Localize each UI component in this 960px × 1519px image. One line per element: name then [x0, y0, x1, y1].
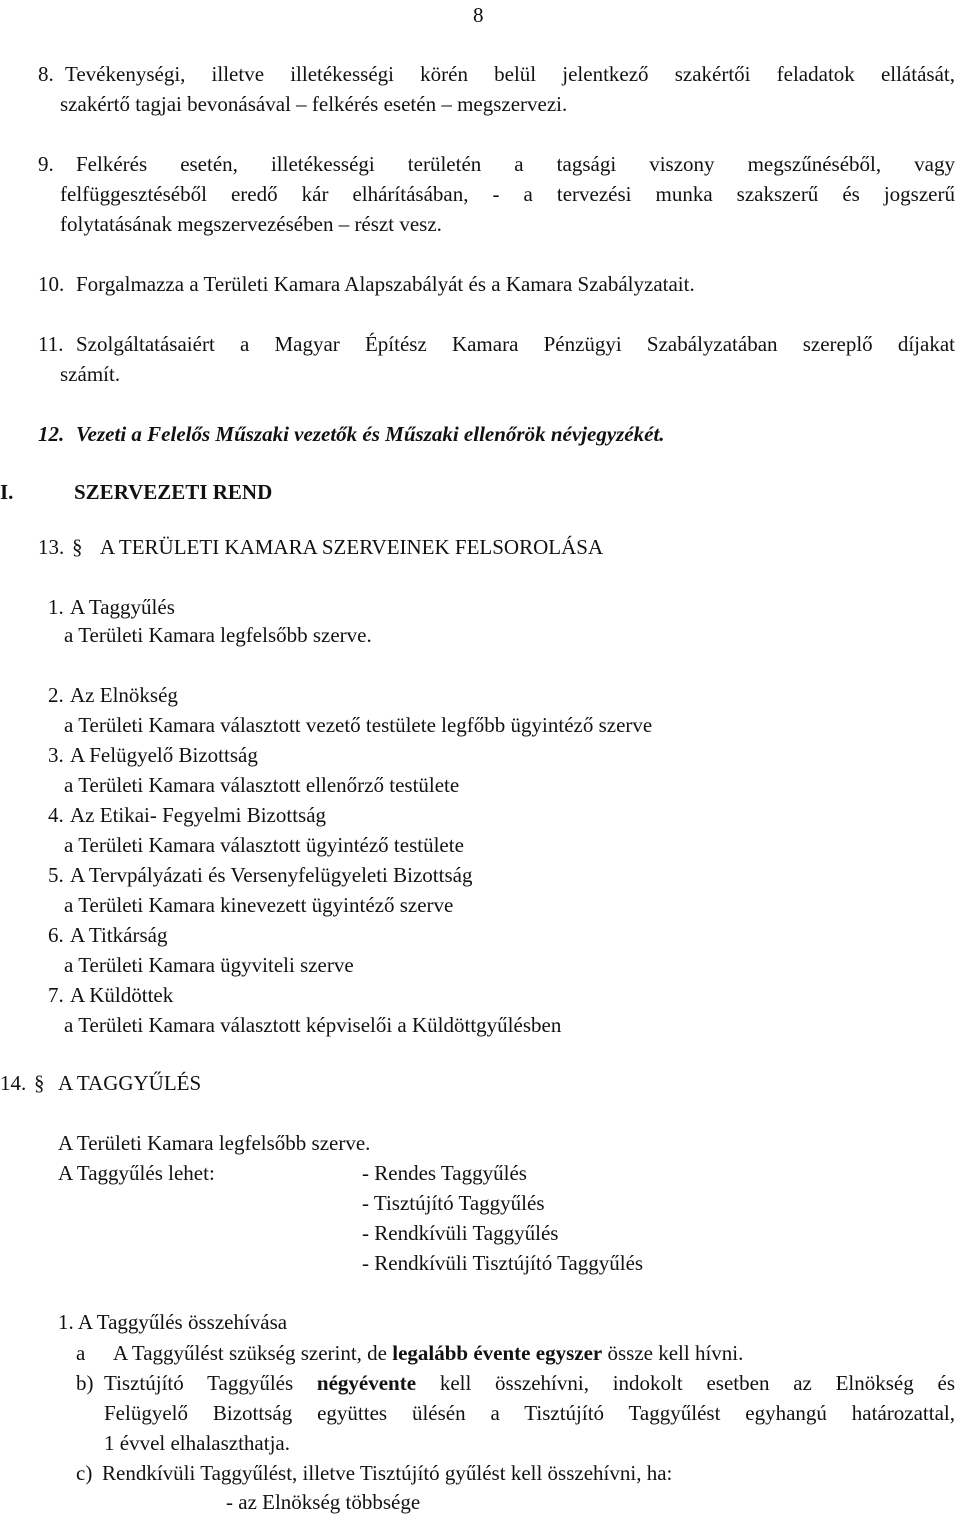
organ-3-name: A Felügyelő Bizottság: [70, 743, 258, 767]
item-9-line-2: felfüggesztéséből eredő kár elhárításában, - a tervezési munka szakszerű és jogszerű: [60, 182, 955, 206]
paragraph-14-title: A TAGGYŰLÉS: [58, 1071, 202, 1095]
item-9-number: 9.: [38, 152, 54, 176]
organ-5-number: 5.: [48, 863, 64, 887]
point-b-line-3: 1 évvel elhalaszthatja.: [104, 1431, 290, 1455]
organ-3-number: 3.: [48, 743, 64, 767]
organ-5-desc: a Területi Kamara kinevezett ügyintéző szerve: [64, 893, 454, 917]
taggyules-types-label: A Taggyűlés lehet:: [58, 1161, 215, 1185]
organ-1-desc: a Területi Kamara legfelsőbb szerve.: [64, 623, 372, 647]
item-9-line-1: Felkérés esetén, illetékességi területén a tagsági viszony megszűnéséből, vagy: [76, 152, 955, 176]
organ-6-name: A Titkárság: [70, 923, 168, 947]
section-roman-number: I.: [0, 480, 14, 504]
organ-7-name: A Küldöttek: [70, 983, 174, 1007]
organ-2-desc: a Területi Kamara választott vezető testülete legfőbb ügyintéző szerve: [64, 713, 653, 737]
paragraph-13-title: A TERÜLETI KAMARA SZERVEINEK FELSOROLÁSA: [100, 535, 604, 559]
item-12-text: Vezeti a Felelős Műszaki vezetők és Műszaki ellenőrök névjegyzékét.: [76, 422, 665, 446]
page-number: 8: [473, 3, 484, 27]
point-a-post: össze kell hívni.: [607, 1341, 744, 1365]
item-11-line-1: Szolgáltatásaiért a Magyar Építész Kamara Pénzügyi Szabályzatában szereplő díjakat: [76, 332, 955, 356]
point-c-label: c): [76, 1461, 93, 1485]
item-11-number: 11.: [38, 332, 64, 356]
organ-1-number: 1.: [48, 595, 64, 619]
taggyules-intro: A Területi Kamara legfelsőbb szerve.: [58, 1131, 371, 1155]
item-11-line-2: számít.: [60, 362, 121, 386]
taggyules-type-2: - Tisztújító Taggyűlés: [362, 1191, 545, 1215]
paragraph-14-mark: §: [34, 1071, 45, 1095]
organ-7-number: 7.: [48, 983, 64, 1007]
point-b-post: kell összehívni, indokolt esetben az Elnökség és: [439, 1371, 956, 1395]
organ-6-number: 6.: [48, 923, 64, 947]
section-title: SZERVEZETI REND: [74, 480, 273, 504]
point-b-label: b): [76, 1371, 94, 1395]
item-8-line-1: Tevékenységi, illetve illetékességi körén belül jelentkező szakértői feladatok ellátását,: [65, 62, 955, 86]
organ-4-name: Az Etikai- Fegyelmi Bizottság: [70, 803, 327, 827]
point-c-text: Rendkívüli Taggyűlést, illetve Tisztújító gyűlést kell összehívni, ha:: [102, 1461, 673, 1485]
point-b-bold: négyévente: [316, 1371, 417, 1395]
point-a-bold: legalább évente egyszer: [392, 1341, 603, 1365]
item-10-text: Forgalmazza a Területi Kamara Alapszabályát és a Kamara Szabályzatait.: [76, 272, 695, 296]
organ-6-desc: a Területi Kamara ügyviteli szerve: [64, 953, 354, 977]
point-a-label: a: [76, 1341, 86, 1365]
point-a-text: [113, 1338, 743, 1368]
organ-1-name: A Taggyűlés: [70, 595, 175, 619]
paragraph-13-mark: §: [72, 535, 83, 559]
organ-2-name: Az Elnökség: [70, 683, 178, 707]
taggyules-type-1: - Rendes Taggyűlés: [362, 1161, 527, 1185]
point-b-line-1: [104, 1368, 955, 1398]
paragraph-13-number: 13.: [38, 535, 65, 559]
subsection-1-title: 1. A Taggyűlés összehívása: [58, 1310, 288, 1334]
organ-5-name: A Tervpályázati és Versenyfelügyeleti Bizottság: [70, 863, 473, 887]
paragraph-14-number: 14.: [0, 1071, 27, 1095]
taggyules-type-3: - Rendkívüli Taggyűlés: [362, 1221, 559, 1245]
organ-2-number: 2.: [48, 683, 64, 707]
point-c-line-2: - az Elnökség többsége: [226, 1490, 421, 1514]
item-10-number: 10.: [38, 272, 65, 296]
point-b-pre: Tisztújító Taggyűlés: [104, 1371, 294, 1395]
item-8-number: 8.: [38, 62, 54, 86]
point-b-line-2: Felügyelő Bizottság együttes ülésén a Tisztújító Taggyűlést egyhangú határozattal,: [104, 1401, 955, 1425]
taggyules-type-4: - Rendkívüli Tisztújító Taggyűlés: [362, 1251, 644, 1275]
item-12-number: 12.: [38, 422, 65, 446]
item-9-line-3: folytatásának megszervezésében – részt vesz.: [60, 212, 442, 236]
organ-7-desc: a Területi Kamara választott képviselői a Küldöttgyűlésben: [64, 1013, 562, 1037]
point-a-pre: A Taggyűlést szükség szerint, de: [113, 1341, 388, 1365]
item-8-line-2: szakértő tagjai bevonásával – felkérés esetén – megszervezi.: [60, 92, 568, 116]
organ-4-desc: a Területi Kamara választott ügyintéző testülete: [64, 833, 464, 857]
organ-3-desc: a Területi Kamara választott ellenőrző testülete: [64, 773, 460, 797]
organ-4-number: 4.: [48, 803, 64, 827]
